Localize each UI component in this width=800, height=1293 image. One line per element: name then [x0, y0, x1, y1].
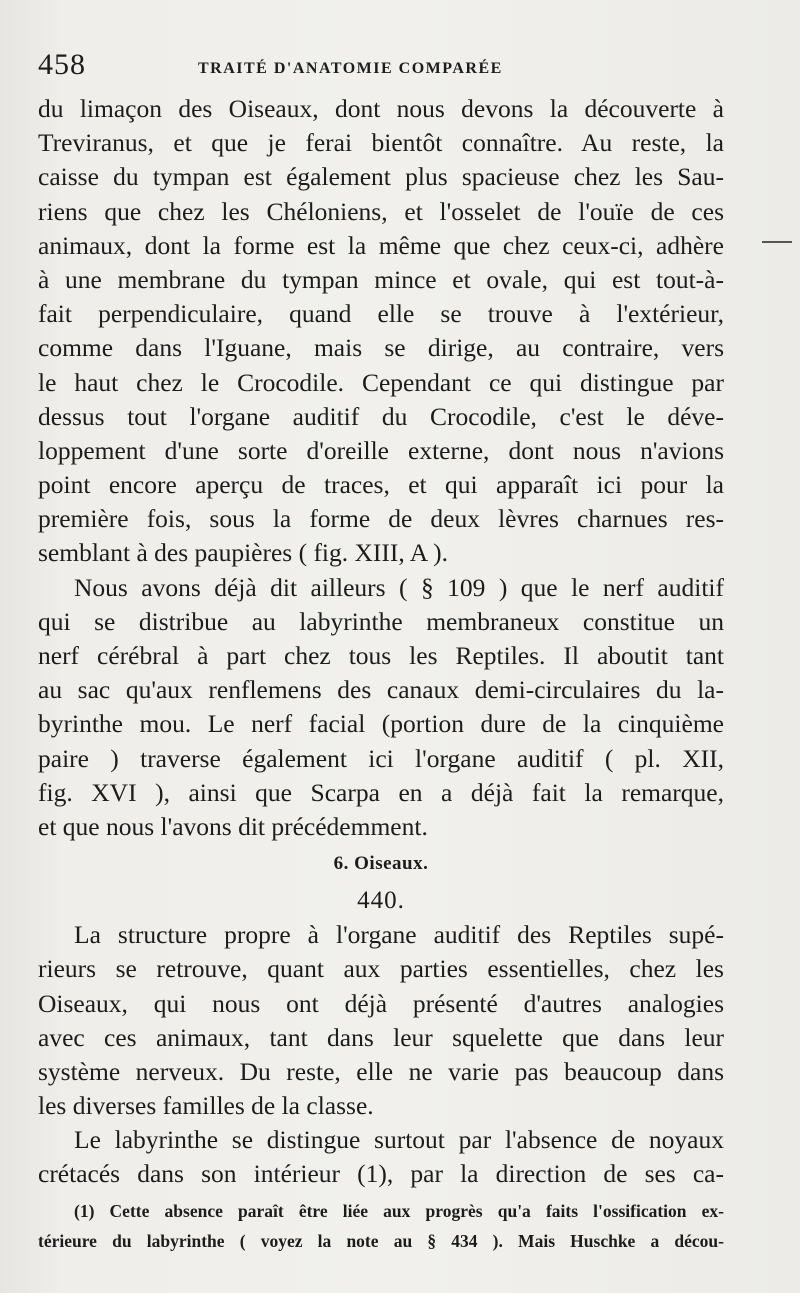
text-line: byrinthe mou. Le nerf facial (portion dure de la cinquième [38, 709, 724, 739]
footnote-line: (1) Cette absence paraît être liée aux progrès qu'a faits l'ossification ex- [74, 1201, 724, 1221]
text-line: les diverses familles de la classe. [38, 1091, 374, 1121]
text-line: nerf cérébral à part chez tous les Reptiles. Il aboutit tant [38, 641, 724, 670]
text-line: le haut chez le Crocodile. Cependant ce qui distingue par [38, 367, 724, 397]
main-text [38, 92, 724, 1192]
text-line: caisse du tympan est également plus spacieuse chez les Sau- [38, 162, 724, 192]
margin-mark [762, 241, 792, 243]
text-line: semblant à des paupières ( fig. XIII, A ). [38, 538, 449, 568]
text-line: loppement d'une sorte d'oreille externe, dont nous n'avions [38, 435, 724, 465]
text-line: du limaçon des Oiseaux, dont nous devons la découverte à [38, 94, 724, 123]
footnotes [38, 1196, 724, 1256]
text-line: point encore aperçu de traces, et qui apparaît ici pour la [38, 470, 724, 500]
section-heading: 6. Oiseaux. [333, 853, 429, 875]
text-line: dessus tout l'organe auditif du Crocodile, c'est le déve- [38, 401, 724, 431]
text-line: paire ) traverse également ici l'organe auditif ( pl. XII, [38, 743, 724, 773]
page-number: 458 [38, 48, 86, 81]
text-line: riens que chez les Chéloniens, et l'osselet de l'ouïe de ces [38, 196, 724, 226]
text-line: crétacés dans son intérieur (1), par la direction de ses ca- [38, 1159, 724, 1189]
paragraph-labyrinthe [38, 1123, 724, 1191]
text-line: Treviranus, et que je ferai bientôt connaître. Au reste, la [38, 128, 724, 158]
text-line: première fois, sous la forme de deux lèvres charnues res- [38, 504, 724, 534]
paragraph-number: 440. [357, 887, 405, 915]
text-line: à une membrane du tympan mince et ovale, qui est tout-à- [38, 264, 724, 294]
paragraph-nerf-auditif [38, 571, 724, 845]
text-line: Le labyrinthe se distingue surtout par l'absence de noyaux [74, 1125, 724, 1155]
paragraph-continued [38, 92, 724, 571]
text-line: et que nous l'avons dit précédemment. [38, 811, 428, 841]
text-line: comme dans l'Iguane, mais se dirige, au contraire, vers [38, 333, 724, 363]
text-line: rieurs se retrouve, quant aux parties essentielles, chez les [38, 954, 724, 984]
text-line: Nous avons déjà dit ailleurs ( § 109 ) que le nerf auditif [74, 572, 724, 602]
paragraph-structure [38, 918, 724, 1123]
text-line: fait perpendiculaire, quand elle se trouve à l'extérieur, [38, 299, 724, 329]
text-line: fig. XVI ), ainsi que Scarpa en a déjà fait la remarque, [38, 777, 724, 807]
text-line: La structure propre à l'organe auditif des Reptiles supé- [74, 920, 724, 950]
text-line: avec ces animaux, tant dans leur squelette que dans leur [38, 1022, 724, 1052]
running-title: TRAITÉ D'ANATOMIE COMPARÉE [198, 60, 503, 77]
text-line: Oiseaux, qui nous ont déjà présenté d'autres analogies [38, 988, 724, 1018]
page-header [38, 48, 758, 88]
text-line: au sac qu'aux renflemens des canaux demi-circulaires du la- [38, 675, 724, 705]
footnote-line: térieure du labyrinthe ( voyez la note au § 434 ). Mais Huschke a décou- [38, 1231, 724, 1251]
text-line: système nerveux. Du reste, elle ne varie pas beaucoup dans [38, 1056, 724, 1086]
text-line: qui se distribue au labyrinthe membraneux constitue un [38, 606, 724, 636]
text-line: animaux, dont la forme est la même que chez ceux-ci, adhère [38, 230, 724, 260]
